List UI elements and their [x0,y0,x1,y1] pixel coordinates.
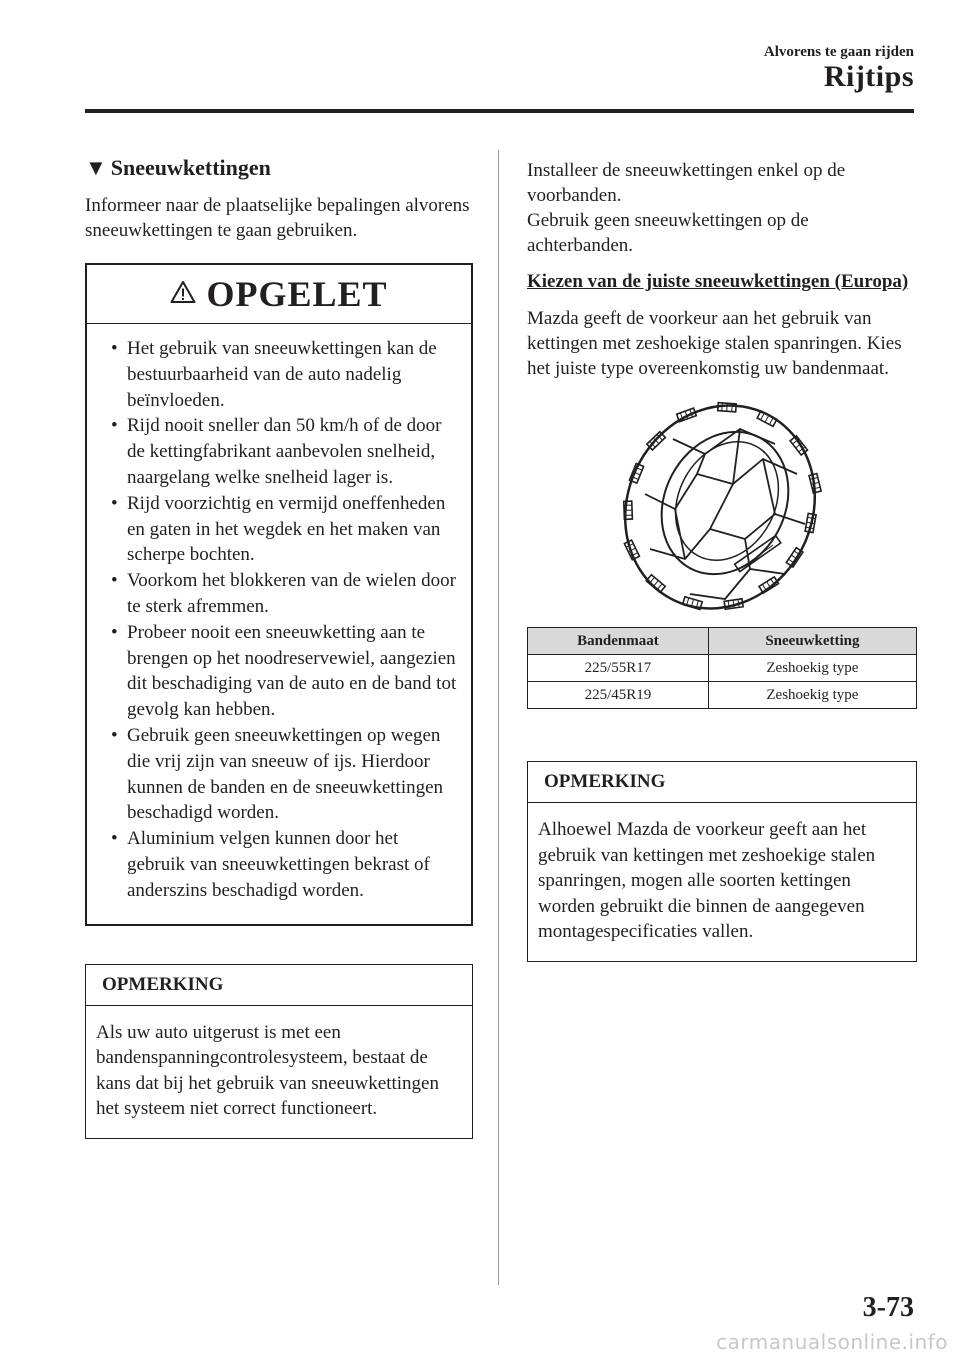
note-title: OPMERKING [86,965,472,1006]
note-box [527,761,917,962]
caution-title: OPGELET [206,274,388,314]
caution-item: • Voorkom het blokkeren van de wielen door te sterk afremmen. [111,570,456,617]
caution-item: • Rijd voorzichtig en vermijd oneffenheden en gaten in het wegdek en het maken van scherpe bochten. [111,492,446,566]
page-number: 3-73 [862,1292,914,1323]
intro-paragraph: Informeer naar de plaatselijke bepalingen alvorens sneeuwkettingen te gaan gebruiken. [85,195,470,241]
chapter-header: Alvorens te gaan rijden [763,44,914,60]
header-rule [85,109,914,113]
right-column [527,158,917,962]
column-header: Sneeuwketting [708,628,916,655]
note-text: Als uw auto uitgerust is met een bandenspanningcontrolesysteem, bestaat de kans dat bij het gebruik van sneeuwkettingen het systeem niet correct functioneert. [96,1021,439,1120]
left-column [85,155,473,1139]
column-divider [498,150,499,1285]
table-row [528,682,917,709]
warning-icon [170,280,196,309]
table-row [528,655,917,682]
table-cell: Zeshoekig type [708,682,916,709]
table-cell: 225/55R17 [528,655,709,682]
watermark: carmanualsonline.info [716,1330,948,1354]
caution-header [87,265,471,324]
paragraph-rear-tires: Gebruik geen sneeuwkettingen op de achterbanden. [527,210,809,256]
subheading: Kiezen van de juiste sneeuwkettingen (Europa) [527,271,909,292]
paragraph-preference: Mazda geeft de voorkeur aan het gebruik van kettingen met zeshoekige stalen spanringen. Kies het juiste type overeenkomstig uw bandenmaat. [527,308,902,379]
caution-list [87,324,471,924]
table-cell: 225/45R19 [528,682,709,709]
table-header-row [528,628,917,655]
tire-size-table [527,627,917,709]
column-header: Bandenmaat [528,628,709,655]
caution-item: • Het gebruik van sneeuwkettingen kan de bestuurbaarheid van de auto nadelig beïnvloeden. [111,338,437,411]
caution-item: • Rijd nooit sneller dan 50 km/h of de door de kettingfabrikant aanbevolen snelheid, naargelang welke snelheid lager is. [111,415,442,488]
table-cell: Zeshoekig type [708,655,916,682]
paragraph-front-tires: Installeer de sneeuwkettingen enkel op de voorbanden. [527,160,846,206]
section-header: Rijtips [823,60,914,93]
section-title [85,155,473,181]
section-title-text: Sneeuwkettingen [110,155,271,180]
triangle-down-icon: ▼ [85,155,107,180]
note-text: Alhoewel Mazda de voorkeur geeft aan het gebruik van kettingen met zeshoekige stalen spanringen, mogen alle soorten kettingen worden gebruikt die binnen de aangegeven montagespecificaties vallen. [538,819,876,942]
caution-item: • Aluminium velgen kunnen door het gebruik van sneeuwkettingen bekrast of anderszins beschadigd worden. [111,828,430,901]
snow-chain-illustration [615,399,825,615]
caution-box [85,263,473,926]
caution-item: • Gebruik geen sneeuwkettingen op wegen die vrij zijn van sneeuw of ijs. Hierdoor kunnen de banden en de sneeuwkettingen beschadigd worden. [111,724,444,824]
note-title: OPMERKING [528,762,916,803]
note-box [85,964,473,1139]
caution-item: • Probeer nooit een sneeuwketting aan te brengen op het noodreservewiel, aangezien dit beschadiging van de auto en de band tot gevolg kan hebben. [111,621,457,721]
